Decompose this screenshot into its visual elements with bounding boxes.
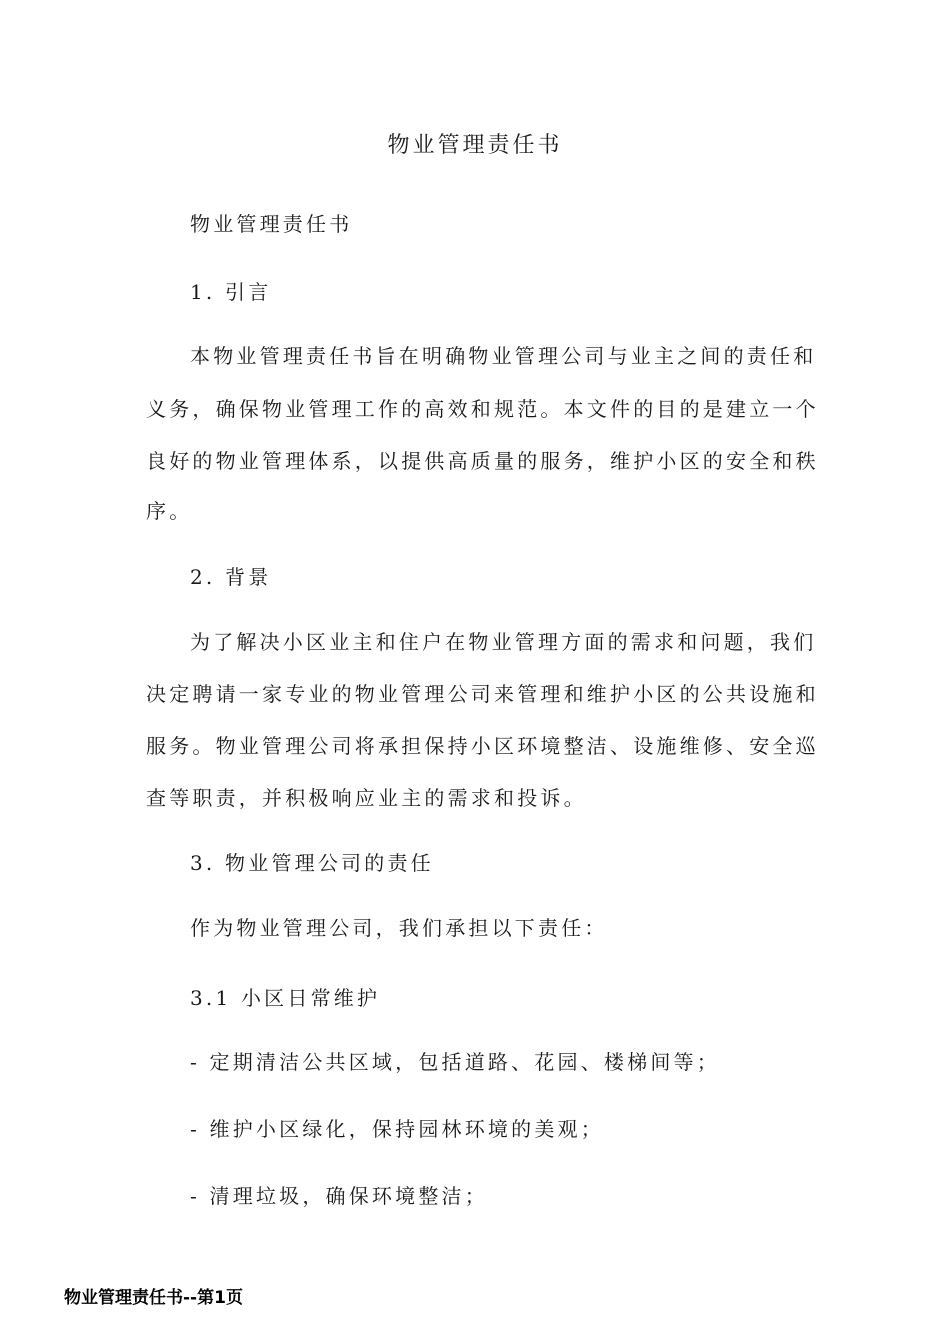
section-2-paragraph-line-1: 为了解决小区业主和住户在物业管理方面的需求和问题，我们 xyxy=(190,630,817,654)
section-2-heading: 2. 背景 xyxy=(190,565,272,589)
section-1-heading: 1. 引言 xyxy=(190,280,272,304)
section-1-paragraph-line-1: 本物业管理责任书旨在明确物业管理公司与业主之间的责任和 xyxy=(190,344,817,368)
page-footer-label: 物业管理责任书--第1页 xyxy=(64,1288,243,1308)
document-subtitle: 物业管理责任书 xyxy=(190,212,353,236)
section-1-paragraph-line-2: 义务，确保物业管理工作的高效和规范。本文件的目的是建立一个 xyxy=(146,397,819,421)
section-3-heading: 3. 物业管理公司的责任 xyxy=(190,851,434,875)
section-2-paragraph-line-2: 决定聘请一家专业的物业管理公司来管理和维护小区的公共设施和 xyxy=(146,682,819,706)
list-item: - 维护小区绿化，保持园林环境的美观； xyxy=(190,1117,604,1141)
section-1-paragraph-line-3: 良好的物业管理体系，以提供高质量的服务，维护小区的安全和秩 xyxy=(146,449,819,473)
section-2-paragraph-line-4: 查等职责，并积极响应业主的需求和投诉。 xyxy=(146,786,587,810)
list-item: - 清理垃圾，确保环境整洁； xyxy=(190,1184,488,1208)
section-2-paragraph-line-3: 服务。物业管理公司将承担保持小区环境整洁、设施维修、安全巡 xyxy=(146,734,819,758)
section-3-intro: 作为物业管理公司，我们承担以下责任： xyxy=(190,916,608,940)
section-3-1-heading: 3.1 小区日常维护 xyxy=(190,986,381,1010)
document-title: 物业管理责任书 xyxy=(387,133,563,158)
section-1-paragraph-line-4: 序。 xyxy=(146,499,193,523)
list-item: - 定期清洁公共区域，包括道路、花园、楼梯间等； xyxy=(190,1050,720,1074)
